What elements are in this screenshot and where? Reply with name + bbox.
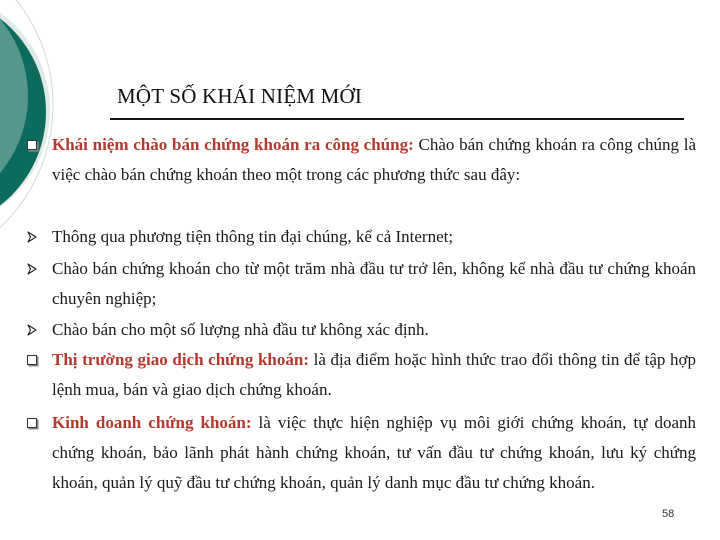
- item-body: Chào bán cho một số lượng nhà đầu tư không xác định.: [52, 320, 429, 339]
- item-term: Thị trường giao dịch chứng khoán:: [52, 350, 309, 369]
- item-body: Chào bán chứng khoán cho từ một trăm nhà đầu tư trở lên, không kể nhà đầu tư chứng khoán chuyên nghiệp;: [52, 259, 696, 308]
- item-body: Thông qua phương tiện thông tin đại chúng, kể cả Internet;: [52, 227, 454, 246]
- list-item: [24, 408, 704, 498]
- list-item: [24, 345, 704, 405]
- arrow-bullet-icon: [24, 261, 40, 277]
- list-item: [24, 315, 704, 345]
- item-body: Chào bán chứng khoán ra công chúng là việc chào bán chứng khoán theo một trong các phương thức sau đây:: [52, 135, 696, 184]
- page-number: 58: [662, 508, 675, 520]
- square-bullet-icon: [24, 415, 40, 431]
- item-term: Khái niệm chào bán chứng khoán ra công chúng:: [52, 135, 414, 154]
- square-bullet-icon: [24, 352, 40, 368]
- list-item: [24, 130, 704, 190]
- list-item: [24, 254, 704, 314]
- title-underline: [110, 118, 684, 120]
- item-body: là địa điểm hoặc hình thức trao đổi thông tin để tập hợp lệnh mua, bán và giao dịch chứng khoán.: [52, 350, 697, 399]
- slide-title: MỘT SỐ KHÁI NIỆM MỚI: [117, 84, 363, 108]
- square-bullet-icon: [24, 137, 40, 153]
- item-body: là việc thực hiện nghiệp vụ môi giới chứng khoán, tự doanh chứng khoán, bảo lãnh phát hành chứng khoán, tư vấn đầu tư chứng khoán, lưu ký chứng khoán, quản lý quỹ đầu tư chứng khoán, quản lý danh mục đầu tư chứng khoán.: [52, 413, 696, 492]
- list-item: [24, 222, 704, 252]
- arrow-bullet-icon: [24, 322, 40, 338]
- item-term: Kinh doanh chứng khoán:: [52, 413, 252, 432]
- arrow-bullet-icon: [24, 229, 40, 245]
